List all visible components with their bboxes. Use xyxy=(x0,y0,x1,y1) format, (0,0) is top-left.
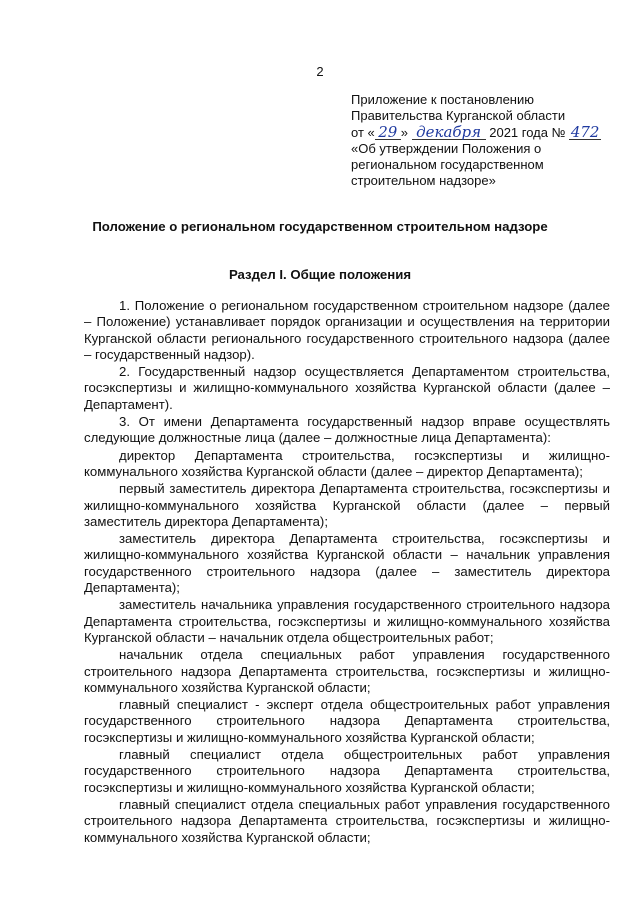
list-item-deputy: заместитель директора Департамента строительства, госэкспертизы и жилищно-коммунального хозяйства Курганской области – начальник управления государственного строительного надзора (далее – заместитель директора Департамента); xyxy=(84,531,610,596)
paragraph-2: 2. Государственный надзор осуществляется Департаментом строительства, госэкспертизы и жилищно-коммунального хозяйства Курганской области (далее – Департамент). xyxy=(84,364,610,412)
list-item-director: директор Департамента строительства, госэкспертизы и жилищно-коммунального хозяйства Курганской области (далее – директор Департамента); xyxy=(84,447,610,479)
document-number: 472 xyxy=(570,122,600,141)
appendix-line-4: «Об утверждении Положения о xyxy=(351,140,542,156)
date-month: декабря xyxy=(412,125,486,140)
appendix-line-1: Приложение к постановлению xyxy=(351,92,534,107)
list-item-chief-general: главный специалист отдела общестроительных работ управления государственного строительного надзора Департамента строительства, госэкспертизы и жилищно-коммунального хозяйства Курганской области; xyxy=(84,747,610,795)
list-item-chief-special: главный специалист отдела специальных работ управления государственного строительного надзора Департамента строительства, госэкспертизы и жилищно-коммунального хозяйства Курганской области; xyxy=(84,796,610,845)
document-body xyxy=(84,298,610,847)
appendix-date-line xyxy=(351,122,621,141)
appendix-line-2: Правительства Курганской области xyxy=(351,108,566,124)
date-day-suffix: » xyxy=(400,124,408,140)
appendix-line-6: строительном надзоре» xyxy=(351,173,496,189)
date-day: 29 xyxy=(375,125,401,140)
appendix-line-5: региональном государственном xyxy=(351,157,544,173)
list-item-deputy-head: заместитель начальника управления государственного строительного надзора Департамента строительства, госэкспертизы и жилищно-коммунального хозяйства Курганской области – начальник отдела общестроительных работ; xyxy=(84,597,610,645)
date-year: 2021 года № xyxy=(489,124,566,140)
section-title: Раздел I. Общие положения xyxy=(228,267,412,282)
list-item-head-special: начальник отдела специальных работ управления государственного строительного надзора Департамента строительства, госэкспертизы и жилищно-коммунального хозяйства Курганской области; xyxy=(84,647,610,695)
list-item-chief-expert: главный специалист - эксперт отдела общестроительных работ управления государственного строительного надзора Департамента строительства, госэкспертизы и жилищно-коммунального хозяйства Курганской области; xyxy=(84,697,610,745)
page-number: 2 xyxy=(316,64,324,79)
paragraph-3: 3. От имени Департамента государственный надзор вправе осуществлять следующие должностные лица (далее – должностные лица Департамента): xyxy=(84,414,610,446)
list-item-first-deputy: первый заместитель директора Департамента строительства, госэкспертизы и жилищно-коммунального хозяйства Курганской области (далее – первый заместитель директора Департамента); xyxy=(84,481,610,529)
appendix-block xyxy=(351,92,621,190)
document-title: Положение о региональном государственном строительном надзоре xyxy=(92,219,548,234)
date-prefix: от « xyxy=(351,124,375,140)
paragraph-1: 1. Положение о региональном государственном строительном надзоре (далее – Положение) устанавливает порядок организации и осуществления на территории Курганской области регионального государственного строительного надзора (далее – государственный надзор). xyxy=(84,298,610,362)
